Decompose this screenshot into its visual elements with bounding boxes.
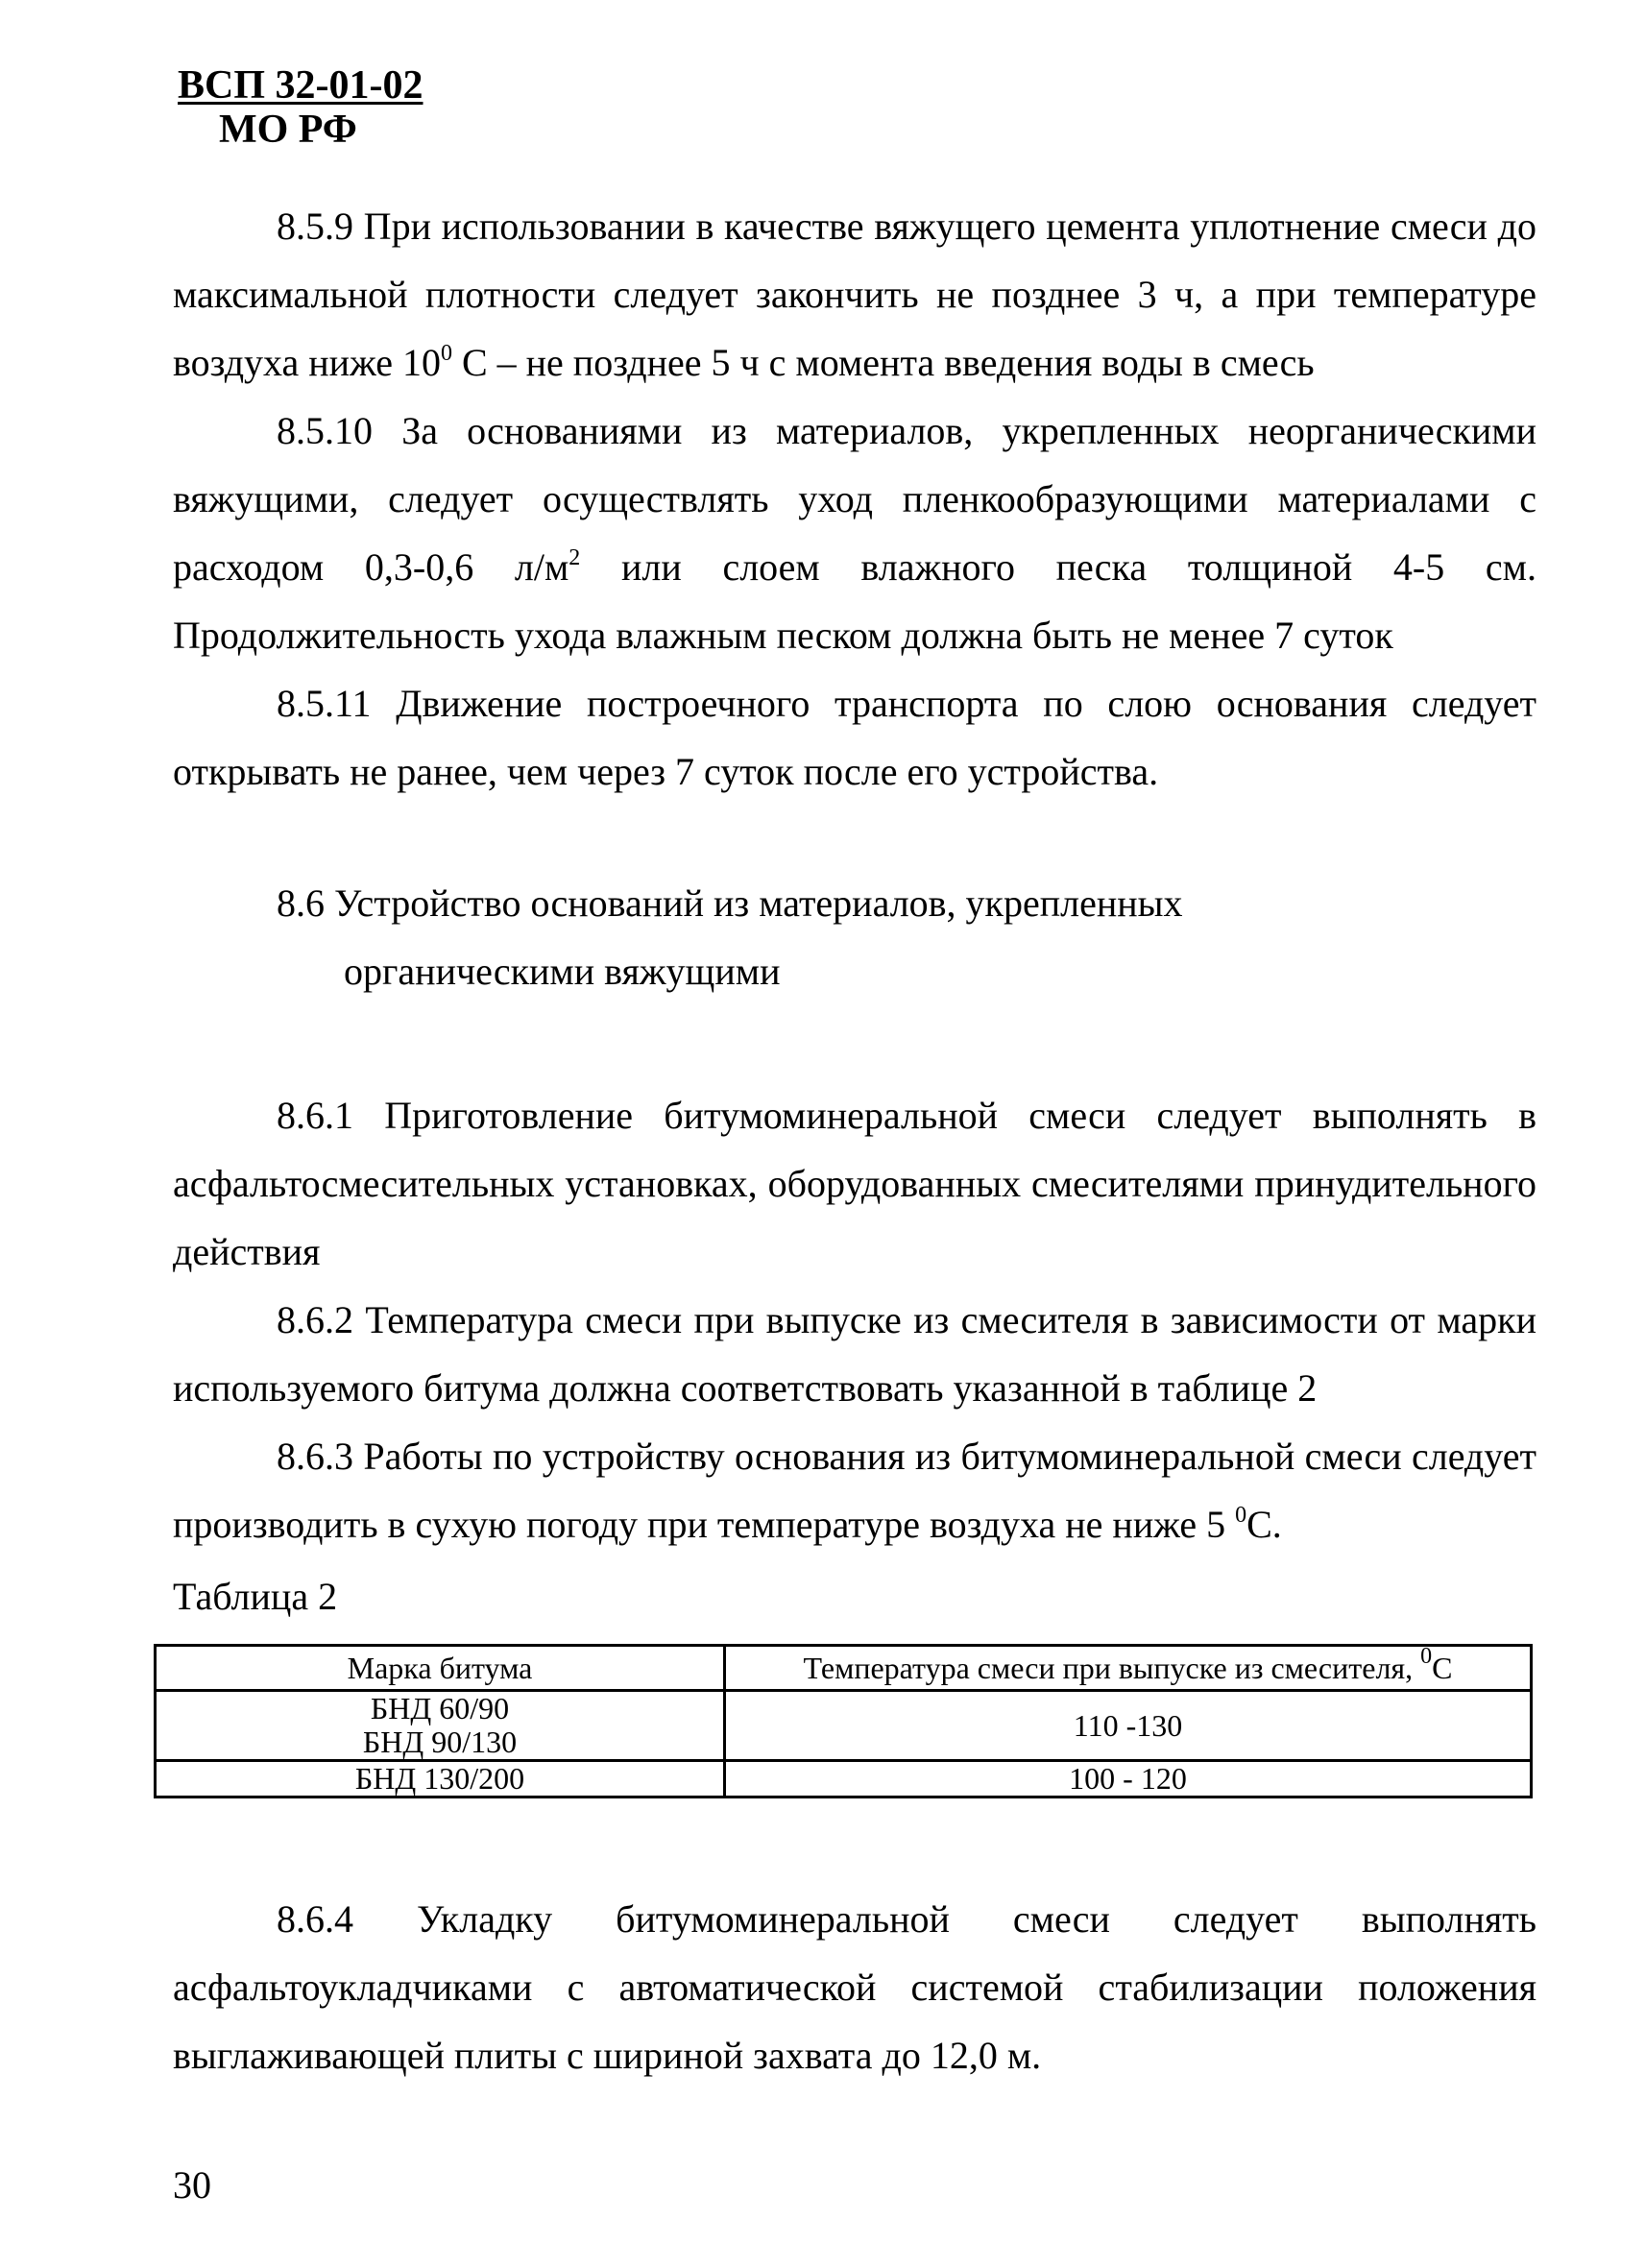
table-header-temperature-unit: С xyxy=(1432,1650,1453,1685)
clause-8-5-10-superscript: 2 xyxy=(568,545,581,570)
section-title-line-2: органическими вяжущими xyxy=(344,950,781,993)
table-caption: Таблица 2 xyxy=(173,1575,338,1618)
table-header-temperature xyxy=(725,1643,1532,1691)
clauses-8-5 xyxy=(173,192,1536,806)
grade-line: БНД 90/130 xyxy=(362,1725,518,1759)
table-row xyxy=(156,1691,1532,1761)
table-header-temperature-text: Температура смеси при выпуске из смесителя, xyxy=(803,1650,1421,1685)
clause-8-5-9-superscript: 0 xyxy=(440,341,452,366)
clause-8-6-3-tail: С. xyxy=(1246,1503,1282,1546)
grade-line: БНД 60/90 xyxy=(370,1691,510,1725)
clause-8-5-10-text: 8.5.10 За основаниями из материалов, укрепленных неорганическими вяжущими, следует осуществлять уход пленкообразующими материалами с расходом 0,3-0,6 л/м xyxy=(173,409,1536,589)
bitumen-temperature-table xyxy=(154,1644,1533,1798)
clause-8-6-3-text: 8.6.3 Работы по устройству основания из битумоминеральной смеси следует производить в сухую погоду при температуре воздуха не ниже 5 xyxy=(173,1435,1536,1546)
clauses-8-6 xyxy=(173,1081,1536,1558)
table-header-row xyxy=(156,1646,1532,1691)
clause-8-5-9 xyxy=(173,192,1536,397)
clause-8-6-2: 8.6.2 Температура смеси при выпуске из смесителя в зависимости от марки используемого битума должна соответствовать указанной в таблице 2 xyxy=(173,1298,1536,1410)
table-cell-temperature: 110 -130 xyxy=(725,1691,1532,1761)
table-cell-grade xyxy=(156,1691,725,1761)
table-header-grade: Марка битума xyxy=(156,1646,725,1691)
clause-8-5-9-text: 8.5.9 При использовании в качестве вяжущего цемента уплотнение смеси до максимальной плотности следует закончить не позднее 3 ч, а при температуре воздуха ниже 10 xyxy=(173,205,1536,384)
table-cell-temperature: 100 - 120 xyxy=(725,1761,1532,1798)
clause-8-6-3-superscript: 0 xyxy=(1235,1503,1247,1528)
section-title-line-1: 8.6 Устройство оснований из материалов, укрепленных xyxy=(277,881,1183,925)
table-row xyxy=(156,1761,1532,1798)
clause-8-5-10 xyxy=(173,397,1536,669)
clause-8-6-4-block xyxy=(173,1885,1536,2089)
table-header-temperature-superscript: 0 xyxy=(1420,1643,1433,1669)
organization-label: МО РФ xyxy=(219,108,357,152)
page-number: 30 xyxy=(173,2163,211,2207)
clause-8-6-4: 8.6.4 Укладку битумоминеральной смеси следует выполнять асфальтоукладчиками с автоматической системой стабилизации положения выглаживающей плиты с шириной захвата до 12,0 м. xyxy=(173,1897,1536,2077)
clause-8-6-1: 8.6.1 Приготовление битумоминеральной смеси следует выполнять в асфальтосмесительных установках, оборудованных смесителями принудительного действия xyxy=(173,1094,1536,1273)
table-cell-grade: БНД 130/200 xyxy=(156,1761,725,1798)
clause-8-5-9-tail: С – не позднее 5 ч с момента введения воды в смесь xyxy=(451,341,1315,384)
clause-8-5-11: 8.5.11 Движение построечного транспорта по слою основания следует открывать не ранее, чем через 7 суток после его устройства. xyxy=(173,682,1536,793)
document-code: ВСП 32-01-02 xyxy=(178,63,423,108)
clause-8-6-3 xyxy=(173,1422,1536,1558)
clause-8-5-10-tail: или слоем влажного песка толщиной 4-5 см. Продолжительность ухода влажным песком должна быть не менее 7 суток xyxy=(173,545,1536,657)
